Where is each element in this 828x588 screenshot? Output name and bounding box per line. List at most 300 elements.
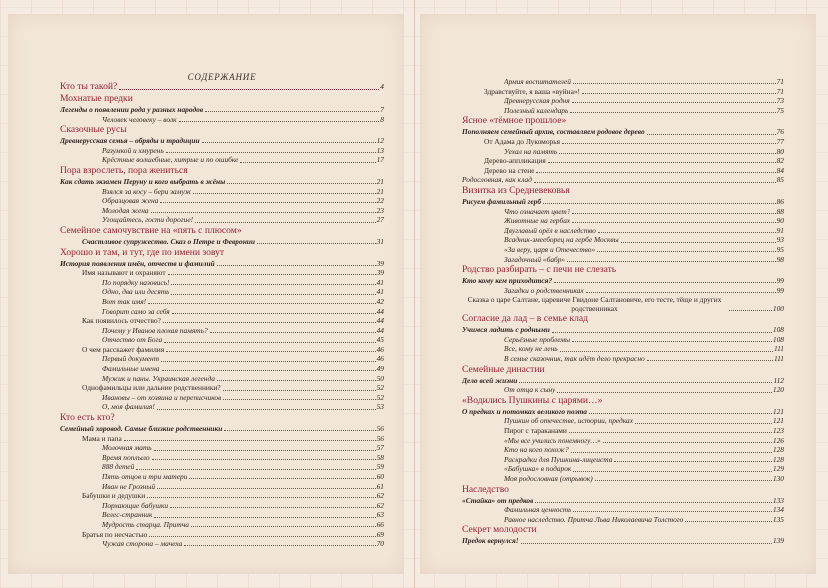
- dot-leader: [729, 310, 772, 311]
- toc-entry[interactable]: [462, 245, 784, 255]
- toc-entry[interactable]: [462, 536, 784, 546]
- toc-entry[interactable]: [462, 216, 784, 226]
- toc-entry[interactable]: [462, 77, 784, 87]
- dot-leader: [195, 222, 376, 223]
- toc-entry[interactable]: [60, 165, 384, 177]
- toc-entry[interactable]: [462, 295, 784, 313]
- toc-entry-title: Братья по несчастью: [82, 529, 148, 539]
- toc-entry-page: 111: [774, 344, 784, 354]
- toc-entry[interactable]: [60, 206, 384, 216]
- toc-entry-title: Все, кому не лень: [504, 344, 558, 354]
- toc-entry-page: 73: [776, 96, 784, 106]
- toc-entry[interactable]: [462, 96, 784, 106]
- toc-entry[interactable]: [60, 453, 384, 463]
- toc-entry-page: 82: [776, 156, 784, 166]
- toc-entry-page: 99: [776, 276, 784, 286]
- toc-entry-page: 41: [376, 277, 384, 287]
- toc-entry-title: Визитка из Средневековья: [462, 184, 570, 196]
- toc-entry-page: 111: [774, 354, 784, 364]
- dot-leader: [562, 143, 776, 144]
- toc-entry-title: Крёстные волшебные, хитрые и по ошибке: [102, 155, 239, 165]
- toc-entry[interactable]: [462, 505, 784, 515]
- dot-leader: [157, 488, 376, 489]
- toc-entry-title: Счастливое супружество. Сказ о Петре и Февронии: [82, 236, 256, 246]
- toc-entry[interactable]: [60, 345, 384, 355]
- toc-entry-title: Образцовая жена: [102, 196, 159, 206]
- toc-entry-title: Почему у Иванов плохая память?: [102, 325, 208, 335]
- toc-entry-title: Вот так имя!: [102, 296, 147, 306]
- toc-entry[interactable]: [60, 177, 384, 187]
- toc-entry-title: В семье сказочник, так идёт дело прекрасно: [504, 354, 645, 364]
- toc-entry-title: Дерево-аппликация: [484, 156, 546, 166]
- toc-entry[interactable]: [60, 105, 384, 115]
- toc-entry-title: Древнерусская родня: [504, 96, 570, 106]
- toc-entry-title: Семейные династии: [462, 363, 545, 375]
- toc-entry[interactable]: [60, 155, 384, 165]
- toc-entry[interactable]: [60, 501, 384, 511]
- toc-entry-page: 76: [776, 127, 784, 137]
- left-page: [8, 14, 404, 574]
- toc-entry-page: 86: [776, 196, 784, 206]
- dot-leader: [166, 351, 375, 352]
- toc-entry-page: 112: [773, 375, 784, 385]
- toc-entry-title: Сказка о царе Салтане, царевиче Гвидоне Салтановиче, его тесте, тёще и других родственниках: [467, 295, 722, 314]
- toc-entry-title: Одно, два или десять: [102, 287, 170, 297]
- dot-leader: [582, 93, 776, 94]
- toc-entry[interactable]: [60, 215, 384, 225]
- toc-entry-title: Время поплыло: [102, 452, 150, 462]
- toc-entry-title: По порядку назовись!: [102, 277, 170, 287]
- toc-entry-page: 133: [772, 495, 784, 505]
- toc-entry[interactable]: [462, 344, 784, 354]
- dot-leader: [210, 332, 376, 333]
- toc-entry-title: Кто на кого похож?: [504, 445, 569, 455]
- dot-leader: [191, 526, 376, 527]
- toc-entry[interactable]: [60, 259, 384, 269]
- dot-leader: [154, 450, 376, 451]
- dot-leader: [166, 152, 376, 153]
- toc-entry-page: 60: [376, 472, 384, 481]
- toc-entry-page: 42: [376, 296, 384, 306]
- toc-entry[interactable]: [60, 287, 384, 297]
- dot-leader: [160, 202, 375, 203]
- toc-entry-title: Раскрадки для Пушкина-лицеиста: [504, 454, 613, 464]
- toc-entry-page: 23: [376, 205, 384, 215]
- toc-entry-title: Всадник-змееборец на гербе Москвы: [504, 235, 619, 245]
- toc-entry-title: Велес-странник: [102, 510, 153, 520]
- dot-leader: [168, 274, 376, 275]
- toc-entry-title: Семейный хоровод. Самые близкие родственники: [60, 424, 223, 434]
- toc-entry-title: Здравствуйте, я ваша «вуйна»!: [484, 86, 581, 96]
- toc-entry[interactable]: [60, 434, 384, 444]
- toc-entry-title: Согласие да лад – в семье клад: [462, 313, 589, 325]
- toc-entry-title: Пушкин об отечестве, истории, предках: [504, 416, 634, 426]
- toc-entry-page: 57: [376, 443, 384, 453]
- toc-entry-page: 84: [776, 165, 784, 175]
- toc-entry-page: 126: [772, 435, 784, 445]
- toc-entry[interactable]: [60, 443, 384, 453]
- toc-entry[interactable]: [60, 393, 384, 403]
- toc-entry[interactable]: [462, 436, 784, 446]
- toc-entry-title: Первый документ: [102, 354, 160, 364]
- gutter: [414, 0, 415, 588]
- dot-leader: [152, 459, 376, 460]
- dot-leader: [570, 112, 775, 113]
- toc-entry-page: 39: [376, 258, 384, 268]
- toc-entry[interactable]: [462, 106, 784, 116]
- toc-entry[interactable]: [60, 278, 384, 288]
- toc-entry[interactable]: [462, 496, 784, 506]
- dot-leader: [217, 265, 376, 266]
- toc-entry-title: Пора взрослеть, пора жениться: [60, 164, 188, 176]
- toc-entry[interactable]: [462, 197, 784, 207]
- dot-leader: [536, 172, 775, 173]
- toc-entry-title: Пять отцов и три матери: [102, 472, 188, 481]
- toc-entry[interactable]: [60, 316, 384, 326]
- toc-entry[interactable]: [462, 335, 784, 345]
- dot-leader: [569, 432, 772, 433]
- toc-entry[interactable]: [60, 326, 384, 336]
- toc-entry-page: 70: [376, 539, 384, 549]
- toc-entry[interactable]: [60, 539, 384, 549]
- dot-leader: [205, 111, 379, 112]
- dot-leader: [162, 370, 376, 371]
- dot-leader: [179, 121, 380, 122]
- toc-entry-title: Древнерусская семья – обряды и традиции: [60, 136, 200, 146]
- toc-entry-page: 53: [376, 402, 384, 412]
- toc-entry-page: 44: [376, 306, 384, 316]
- toc-entry-page: 93: [776, 235, 784, 245]
- toc-entry-title: Мама и папа: [82, 433, 122, 443]
- dot-leader: [223, 390, 376, 391]
- toc-entry[interactable]: [462, 166, 784, 176]
- dot-leader: [535, 502, 772, 503]
- dot-leader: [217, 380, 376, 381]
- toc-entry[interactable]: [462, 235, 784, 245]
- toc-entry-title: Предок вернулся!: [462, 536, 519, 546]
- toc-entry-page: 52: [376, 383, 384, 393]
- dot-leader: [621, 242, 776, 243]
- toc-entry[interactable]: [60, 402, 384, 412]
- toc-entry-title: О чем расскажет фамилия: [82, 344, 165, 354]
- toc-entry-page: 134: [772, 505, 784, 515]
- toc-entry-page: 41: [376, 287, 384, 297]
- toc-entry-title: Дело всей жизни: [462, 375, 518, 385]
- toc-entry[interactable]: [462, 87, 784, 97]
- toc-entry[interactable]: [60, 247, 384, 259]
- toc-entry-page: 130: [772, 474, 784, 483]
- toc-entry-title: Молочная мать: [102, 443, 152, 453]
- toc-entry[interactable]: [462, 515, 784, 525]
- toc-entry-page: 39: [376, 268, 384, 278]
- toc-entry-page: 7: [380, 105, 384, 114]
- dot-leader: [164, 342, 375, 343]
- toc-entry[interactable]: [60, 520, 384, 530]
- toc-entry[interactable]: [462, 395, 784, 407]
- dot-leader: [543, 203, 776, 204]
- toc-entry[interactable]: [60, 374, 384, 384]
- dot-leader: [635, 423, 772, 424]
- dot-leader: [573, 511, 771, 512]
- toc-entry-title: Ивановы – от хозяина и переписчиков: [102, 392, 222, 402]
- toc-entry[interactable]: [60, 115, 384, 125]
- toc-entry-page: 22: [376, 196, 384, 206]
- toc-entry[interactable]: [60, 530, 384, 540]
- toc-entry-page: 71: [776, 77, 784, 86]
- toc-entry-page: 17: [376, 155, 384, 165]
- toc-entry-page: 21: [376, 176, 384, 186]
- toc-entry-title: Уехал на память: [504, 146, 558, 156]
- toc-entry-title: Взялся за косу – бери замуж: [102, 186, 192, 196]
- toc-entry[interactable]: [60, 472, 384, 482]
- toc-entry[interactable]: [462, 426, 784, 436]
- toc-entry[interactable]: [60, 268, 384, 278]
- dot-leader: [136, 469, 375, 470]
- toc-entry-title: Кто ты такой?: [60, 81, 118, 92]
- toc-entry-title: История появления имён, отчеств и фамилий: [60, 258, 215, 268]
- toc-entry[interactable]: [60, 93, 384, 105]
- toc-entry-title: «За веру, царя и Отечество»: [504, 244, 596, 254]
- toc-entry[interactable]: [462, 445, 784, 455]
- toc-entry-page: 50: [376, 373, 384, 383]
- toc-entry-title: Фамильные имена: [102, 364, 160, 374]
- toc-entry[interactable]: [462, 484, 784, 496]
- dot-leader: [172, 313, 376, 314]
- toc-entry-title: Учимся ладить с родными: [462, 325, 550, 335]
- toc-entry-page: 80: [776, 146, 784, 156]
- dot-leader: [257, 243, 376, 244]
- toc-entry-title: Дерево на стене: [484, 165, 535, 175]
- dot-leader: [170, 507, 375, 508]
- dot-leader: [572, 222, 775, 223]
- toc-entry-page: 8: [380, 114, 384, 124]
- toc-entry-title: Наследство: [462, 483, 509, 495]
- toc-list-right: [462, 77, 784, 546]
- toc-entry[interactable]: [462, 464, 784, 474]
- toc-entry[interactable]: [462, 185, 784, 197]
- dot-leader: [548, 162, 776, 163]
- toc-entry-page: 46: [376, 354, 384, 364]
- toc-entry-page: 128: [772, 454, 784, 464]
- dot-leader: [189, 478, 375, 479]
- toc-entry-page: 100: [772, 303, 784, 313]
- toc-entry-title: Иван не Грозный: [102, 481, 156, 491]
- toc-entry[interactable]: [462, 354, 784, 364]
- toc-entry[interactable]: [462, 175, 784, 185]
- toc-entry[interactable]: [462, 524, 784, 536]
- toc-entry[interactable]: [60, 335, 384, 345]
- toc-entry[interactable]: [462, 376, 784, 386]
- toc-entry-title: Мудрость старца. Притча: [102, 519, 189, 529]
- dot-leader: [227, 183, 375, 184]
- page-title: СОДЕРЖАНИЕ: [187, 72, 257, 82]
- toc-entry-title: Хорошо и там, и тут, где по имени зовут: [60, 246, 225, 258]
- toc-entry[interactable]: [462, 156, 784, 166]
- toc-entry[interactable]: [60, 187, 384, 197]
- toc-entry-page: 75: [776, 105, 784, 115]
- toc-entry-page: 63: [376, 510, 384, 520]
- toc-entry[interactable]: [462, 313, 784, 325]
- dot-leader: [586, 292, 776, 293]
- toc-entry-title: Что означает цвет?: [504, 206, 571, 216]
- toc-entry-page: 108: [772, 325, 784, 335]
- right-page: [420, 14, 816, 574]
- toc-entry[interactable]: [60, 364, 384, 374]
- dot-leader: [571, 452, 772, 453]
- toc-entry-page: 56: [376, 424, 384, 434]
- dot-leader: [567, 261, 775, 262]
- toc-entry-page: 90: [776, 216, 784, 226]
- toc-entry[interactable]: [60, 462, 384, 472]
- toc-entry[interactable]: [60, 124, 384, 136]
- toc-entry[interactable]: [462, 385, 784, 395]
- toc-entry[interactable]: [462, 276, 784, 286]
- toc-entry-title: Чужая сторона – мачеха: [102, 539, 183, 549]
- toc-entry[interactable]: [60, 383, 384, 393]
- dot-leader: [573, 471, 772, 472]
- toc-entry-page: 121: [772, 416, 784, 426]
- toc-entry[interactable]: [462, 127, 784, 137]
- toc-entry[interactable]: [462, 264, 784, 276]
- dot-leader: [595, 480, 772, 481]
- toc-entry[interactable]: [60, 136, 384, 146]
- toc-entry-title: Мужик и паны. Украинская легенда: [102, 373, 215, 383]
- toc-entry[interactable]: [462, 286, 784, 296]
- toc-entry-title: Как сдать экзамен Перуну и кого выбрать в жёны: [60, 176, 226, 186]
- toc-entry-page: 61: [376, 481, 384, 491]
- toc-entry-title: Молодая жена: [102, 205, 149, 215]
- toc-entry[interactable]: [60, 297, 384, 307]
- dot-leader: [154, 517, 375, 518]
- dot-leader: [560, 351, 773, 352]
- toc-entry[interactable]: [462, 137, 784, 147]
- toc-list-left: [60, 81, 384, 549]
- toc-entry[interactable]: [60, 146, 384, 156]
- toc-entry-page: 62: [376, 491, 384, 501]
- toc-entry-page: 120: [772, 385, 784, 395]
- toc-entry-title: От Адама до Лукоморья: [484, 136, 560, 146]
- toc-entry-page: 12: [376, 136, 384, 146]
- toc-entry-title: Животные на гербах: [504, 216, 571, 226]
- toc-entry-page: 108: [772, 334, 784, 344]
- dot-leader: [554, 282, 775, 283]
- toc-entry[interactable]: [462, 455, 784, 465]
- toc-entry[interactable]: [60, 424, 384, 434]
- dot-leader: [572, 102, 776, 103]
- toc-entry-page: 59: [376, 462, 384, 472]
- dot-leader: [597, 251, 775, 252]
- toc-entry-title: Рисуем фамильный герб: [462, 196, 542, 206]
- toc-entry-page: 56: [376, 433, 384, 443]
- toc-entry[interactable]: [462, 416, 784, 426]
- toc-entry-page: 139: [772, 536, 784, 546]
- toc-entry-title: О, моя фамилия!: [102, 402, 155, 412]
- toc-entry[interactable]: [60, 412, 384, 424]
- dot-leader: [534, 182, 776, 183]
- toc-entry[interactable]: [60, 510, 384, 520]
- toc-entry-title: Разумкой и хмурень: [102, 145, 164, 155]
- toc-entry[interactable]: [462, 147, 784, 157]
- toc-entry-title: Легенды о появлении рода у разных народов: [60, 105, 204, 114]
- dot-leader: [223, 399, 375, 400]
- toc-entry-page: 44: [376, 316, 384, 326]
- dot-leader: [573, 83, 776, 84]
- toc-entry-title: Серьёзные проблемы: [504, 334, 571, 344]
- dot-leader: [647, 134, 776, 135]
- toc-entry-title: Фамильная ценность: [504, 505, 572, 515]
- toc-entry[interactable]: [462, 115, 784, 127]
- dot-leader: [603, 442, 772, 443]
- toc-entry-title: От отца к сыну: [504, 385, 556, 395]
- toc-entry-page: 99: [776, 285, 784, 295]
- toc-entry[interactable]: [462, 364, 784, 376]
- dot-leader: [589, 413, 772, 414]
- toc-entry[interactable]: [462, 474, 784, 484]
- dot-leader: [202, 142, 376, 143]
- toc-entry[interactable]: [462, 407, 784, 417]
- toc-entry[interactable]: [60, 196, 384, 206]
- toc-entry[interactable]: [60, 237, 384, 247]
- toc-entry-title: «Водились Пушкины с царями…»: [462, 394, 603, 406]
- toc-entry-page: 128: [772, 445, 784, 455]
- dot-leader: [552, 332, 772, 333]
- toc-entry-title: Кто есть кто?: [60, 412, 115, 424]
- toc-entry-title: Пополняем семейный архив, составляем родовое дерево: [462, 127, 645, 137]
- dot-leader: [521, 543, 772, 544]
- toc-entry-title: Родословная, как клад: [462, 175, 532, 185]
- toc-entry[interactable]: [60, 307, 384, 317]
- toc-entry-title: Родство разбирать – с печи не слезать: [462, 264, 617, 276]
- toc-entry-title: «Мы все учились понемногу…»: [504, 435, 601, 445]
- toc-entry-page: 121: [772, 406, 784, 416]
- toc-entry-title: «Стайка» от предков: [462, 495, 534, 505]
- toc-entry-page: 44: [376, 325, 384, 335]
- toc-entry-title: Ясное «тёмное прошлое»: [462, 115, 567, 127]
- toc-entry[interactable]: [60, 491, 384, 501]
- toc-entry[interactable]: [462, 325, 784, 335]
- toc-entry[interactable]: [462, 226, 784, 236]
- toc-entry-title: Армия воспитателей: [504, 77, 571, 86]
- toc-entry[interactable]: [60, 354, 384, 364]
- toc-entry-title: Мохнатые предки: [60, 93, 133, 104]
- dot-leader: [614, 461, 772, 462]
- dot-leader: [163, 322, 376, 323]
- toc-entry-page: 31: [376, 236, 384, 246]
- toc-entry-title: Семейное самочувствие на «пять с плюсом»: [60, 224, 242, 236]
- toc-entry[interactable]: [462, 207, 784, 217]
- toc-entry[interactable]: [462, 255, 784, 265]
- dot-leader: [557, 392, 771, 393]
- toc-entry-page: 58: [376, 452, 384, 462]
- dot-leader: [519, 382, 772, 383]
- toc-entry-title: Как появилось отчество?: [82, 316, 161, 326]
- toc-entry[interactable]: [60, 482, 384, 492]
- toc-entry[interactable]: [60, 81, 384, 93]
- dot-leader: [149, 536, 375, 537]
- toc-entry-page: 45: [376, 335, 384, 345]
- toc-entry-page: 13: [376, 145, 384, 155]
- toc-entry-title: Двуглавый орёл в наследство: [504, 225, 596, 235]
- toc-entry-page: 21: [376, 186, 384, 196]
- toc-entry-title: Загадочный «бабр»: [504, 254, 566, 264]
- toc-entry-title: Загадки о родственниках: [504, 285, 584, 295]
- toc-entry[interactable]: [60, 225, 384, 237]
- dot-leader: [157, 409, 376, 410]
- dot-leader: [161, 361, 376, 362]
- toc-entry-page: 52: [376, 392, 384, 402]
- toc-entry-page: 95: [776, 244, 784, 254]
- toc-entry-title: Сказочные русы: [60, 124, 127, 136]
